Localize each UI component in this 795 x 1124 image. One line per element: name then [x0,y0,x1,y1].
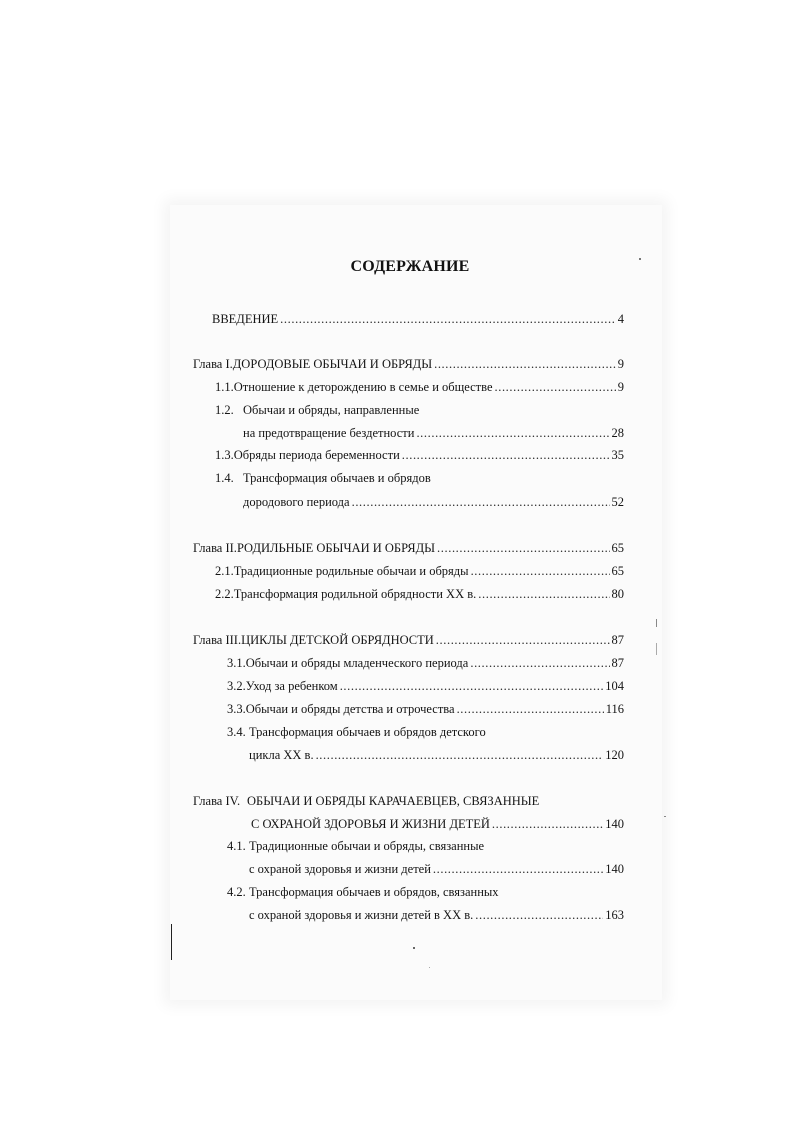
toc-page-number: 65 [611,541,624,555]
toc-page-number: 120 [605,748,624,762]
toc-entry-title: с охраной здоровья и жизни детей [249,862,431,876]
chapter-number: Глава I. [193,357,233,371]
dot-leader [352,494,610,510]
toc-entry-title: с охраной здоровья и жизни детей в XX в. [249,908,474,922]
toc-section-3-4 [227,724,624,740]
toc-entry-title: Обряды периода беременности [233,448,400,462]
dot-leader [434,356,616,372]
toc-page-number: 104 [605,679,624,693]
dot-leader [436,632,610,648]
toc-section-1-1 [215,379,624,395]
section-number: 4.1. [227,839,246,853]
toc-section-1-2-continued [243,425,624,441]
toc-chapter-4-continued [251,816,624,832]
section-number: 3.4. [227,725,246,739]
dot-leader [433,861,603,877]
toc-entry-title: РОДИЛЬНЫЕ ОБЫЧАИ И ОБРЯДЫ [236,541,436,555]
dot-leader [470,655,609,671]
page-title: СОДЕРЖАНИЕ [350,258,470,275]
chapter-number: Глава IV. [193,794,241,808]
toc-section-1-4 [215,470,624,486]
dot-leader [478,586,609,602]
toc-page-number: 65 [611,564,624,578]
scan-artifact [656,643,657,655]
toc-section-3-1 [227,655,624,671]
toc-entry-title: Традиционные обычаи и обряды, связанные [249,839,485,853]
toc-chapter-4 [193,793,624,809]
toc-chapter-3 [193,632,624,648]
toc-entry-title: С ОХРАНОЙ ЗДОРОВЬЯ И ЖИЗНИ ДЕТЕЙ [251,817,490,831]
section-number: 4.2. [227,885,246,899]
toc-page-number: 9 [617,380,624,394]
toc-entry-title: ВВЕДЕНИЕ [212,312,279,326]
scan-artifact [639,258,641,260]
section-number: 1.3. [215,448,234,462]
scan-artifact [413,947,415,949]
chapter-number: Глава II. [193,541,237,555]
toc-page-number: 35 [611,448,624,462]
toc-section-3-4-continued [249,747,624,763]
dot-leader [402,447,610,463]
scan-artifact [171,924,172,960]
toc-section-4-2 [227,884,624,900]
dot-leader [280,311,616,327]
dot-leader [416,425,609,441]
toc-page-number: 4 [617,312,624,326]
dot-leader [457,701,604,717]
toc-entry-title: дородового периода [243,495,350,509]
toc-page-number: 28 [611,426,624,440]
toc-section-1-3 [215,447,624,463]
toc-entry-title: Традиционные родильные обычаи и обряды [233,564,469,578]
scan-artifact [664,816,666,817]
chapter-number: Глава III. [193,633,242,647]
toc-entry-title: Трансформация обычаев и обрядов, связанных [249,885,499,899]
toc-entry-title: на предотвращение бездетности [243,426,415,440]
toc-section-2-1 [215,563,624,579]
dot-leader [437,540,609,556]
toc-page-number: 9 [617,357,624,371]
toc-section-3-2 [227,678,624,694]
section-number: 1.4. [215,471,234,485]
toc-page-number: 52 [611,495,624,509]
scan-artifact [429,967,430,968]
toc-entry-title: Отношение к деторождению в семье и обществе [233,380,493,394]
toc-page-number: 116 [605,702,624,716]
section-number: 3.3. [227,702,246,716]
toc-entry-title: ДОРОДОВЫЕ ОБЫЧАИ И ОБРЯДЫ [232,357,433,371]
section-number: 1.1. [215,380,234,394]
dot-leader [492,816,603,832]
toc-section-1-2 [215,402,624,418]
toc-chapter-1 [193,356,624,372]
toc-entry-title: Трансформация родильной обрядности XX в. [233,587,477,601]
toc-page-number: 87 [611,633,624,647]
toc-chapter-2 [193,540,624,556]
toc-section-2-2 [215,586,624,602]
dot-leader [471,563,610,579]
toc-page-number: 140 [605,817,624,831]
toc-entry-title: цикла XX в. [249,748,314,762]
toc-entry-title: Обычаи и обряды детства и отрочества [245,702,455,716]
dot-leader [316,747,604,763]
section-number: 3.2. [227,679,246,693]
section-number: 3.1. [227,656,246,670]
toc-entry-title: Трансформация обычаев и обрядов детского [249,725,486,739]
scan-artifact [656,619,657,627]
toc-section-4-1 [227,838,624,854]
section-number: 2.1. [215,564,234,578]
dot-leader [340,678,604,694]
toc-entry-title: Обычаи и обряды, направленные [243,403,420,417]
dot-leader [475,907,603,923]
section-number: 2.2. [215,587,234,601]
toc-section-4-1-continued [249,861,624,877]
toc-entry-title: Трансформация обычаев и обрядов [243,471,431,485]
section-number: 1.2. [215,403,234,417]
toc-entry-title: ОБЫЧАИ И ОБРЯДЫ КАРАЧАЕВЦЕВ, СВЯЗАННЫЕ [247,794,540,808]
toc-entry-title: ЦИКЛЫ ДЕТСКОЙ ОБРЯДНОСТИ [241,633,434,647]
toc-entry-title: Обычаи и обряды младенческого периода [245,656,469,670]
toc-section-1-4-continued [243,494,624,510]
toc-page-number: 163 [605,908,624,922]
toc-section-4-2-continued [249,907,624,923]
toc-page-number: 140 [605,862,624,876]
toc-entry-title: Уход за ребенком [245,679,338,693]
toc-page-number: 87 [611,656,624,670]
dot-leader [495,379,616,395]
toc-section-3-3 [227,701,624,717]
toc-page-number: 80 [611,587,624,601]
toc-entry-introduction [212,311,624,327]
